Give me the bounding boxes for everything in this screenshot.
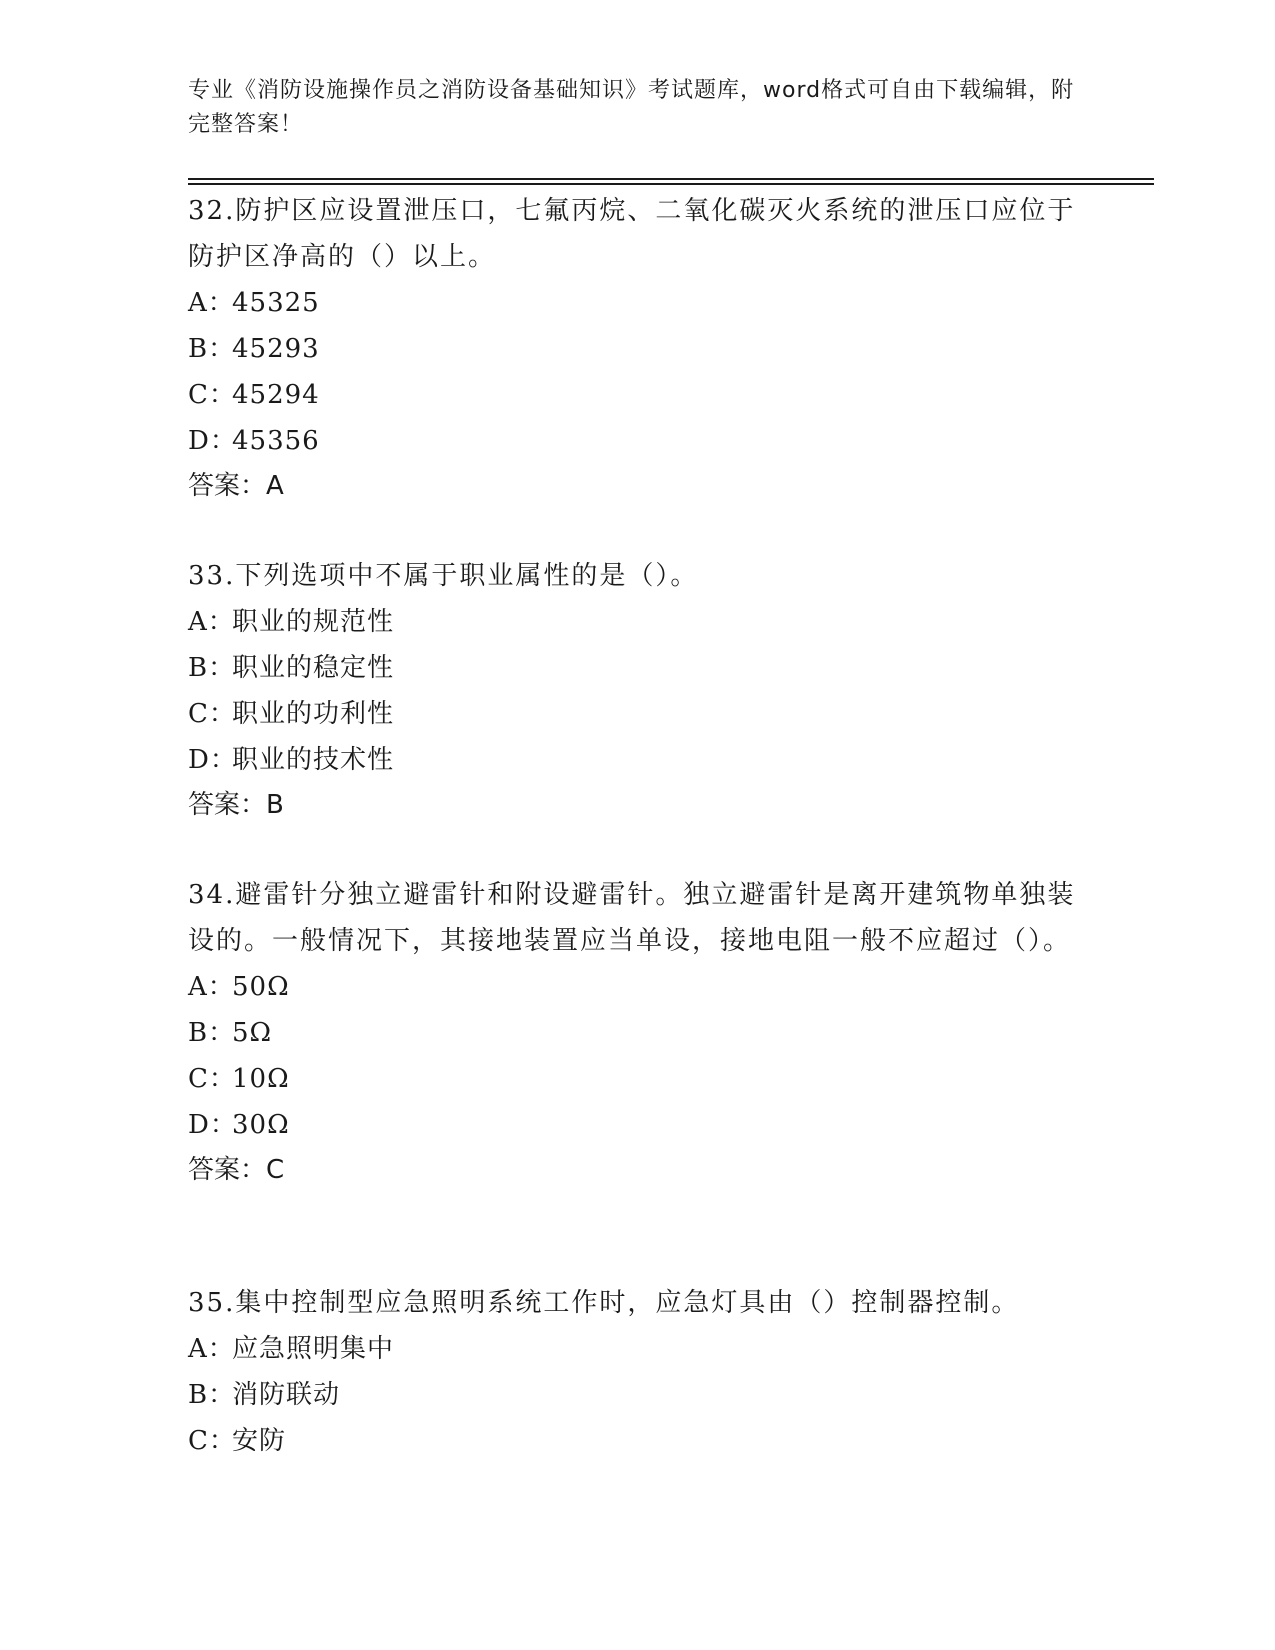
option-a — [188, 964, 1088, 1010]
option-text: 45356 — [232, 426, 320, 456]
option-a — [188, 599, 1088, 645]
option-key: D： — [188, 745, 237, 775]
option-key: C： — [188, 1064, 236, 1094]
option-text: 10Ω — [232, 1064, 290, 1094]
option-d — [188, 1102, 1088, 1148]
option-a — [188, 1326, 1088, 1372]
option-key: C： — [188, 1426, 236, 1456]
option-key: A： — [188, 607, 235, 637]
option-b — [188, 645, 1088, 691]
option-text: 5Ω — [232, 1018, 273, 1048]
question-34 — [188, 872, 1088, 1192]
question-stem: 35.集中控制型应急照明系统工作时，应急灯具由（）控制器控制。 — [188, 1288, 1020, 1318]
question-35 — [188, 1280, 1088, 1464]
option-b — [188, 1010, 1088, 1056]
question-stem: 32.防护区应设置泄压口，七氟丙烷、二氧化碳灭火系统的泄压口应位于防护区净高的（）以上。 — [188, 196, 1076, 272]
option-c — [188, 1056, 1088, 1102]
option-b — [188, 1372, 1088, 1418]
answer-line: 答案：A — [188, 471, 284, 501]
document-intro: 专业《消防设施操作员之消防设备基础知识》考试题库，word格式可自由下载编辑，附完整答案！ — [188, 78, 1075, 137]
option-key: B： — [188, 334, 236, 364]
answer-line: 答案：B — [188, 790, 284, 820]
option-key: B： — [188, 1380, 236, 1410]
header-divider-top — [188, 178, 1154, 180]
option-b — [188, 326, 1088, 372]
option-text: 职业的技术性 — [232, 745, 395, 775]
option-text: 职业的规范性 — [232, 607, 395, 637]
option-text: 45293 — [232, 334, 320, 364]
option-c — [188, 691, 1088, 737]
option-text: 45325 — [232, 288, 320, 318]
option-text: 安防 — [232, 1426, 287, 1456]
option-key: D： — [188, 1110, 237, 1140]
option-key: B： — [188, 1018, 236, 1048]
option-d — [188, 418, 1088, 464]
option-text: 30Ω — [232, 1110, 290, 1140]
option-text: 45294 — [232, 380, 320, 410]
option-text: 50Ω — [232, 972, 290, 1002]
option-text: 消防联动 — [232, 1380, 341, 1410]
header-divider-bottom — [188, 183, 1154, 185]
option-key: A： — [188, 972, 235, 1002]
question-33 — [188, 553, 1088, 827]
option-d — [188, 737, 1088, 783]
option-text: 职业的稳定性 — [232, 653, 395, 683]
option-text: 应急照明集中 — [232, 1334, 395, 1364]
answer-line: 答案：C — [188, 1155, 285, 1185]
option-key: C： — [188, 380, 236, 410]
question-stem: 33.下列选项中不属于职业属性的是（）。 — [188, 561, 699, 591]
question-32 — [188, 188, 1088, 508]
option-key: A： — [188, 288, 235, 318]
option-a — [188, 280, 1088, 326]
option-key: C： — [188, 699, 236, 729]
option-text: 职业的功利性 — [232, 699, 395, 729]
option-key: B： — [188, 653, 236, 683]
option-c — [188, 1418, 1088, 1464]
question-stem: 34.避雷针分独立避雷针和附设避雷针。独立避雷针是离开建筑物单独装设的。一般情况下，其接地装置应当单设，接地电阻一般不应超过（）。 — [188, 880, 1076, 956]
option-c — [188, 372, 1088, 418]
option-key: A： — [188, 1334, 235, 1364]
option-key: D： — [188, 426, 237, 456]
